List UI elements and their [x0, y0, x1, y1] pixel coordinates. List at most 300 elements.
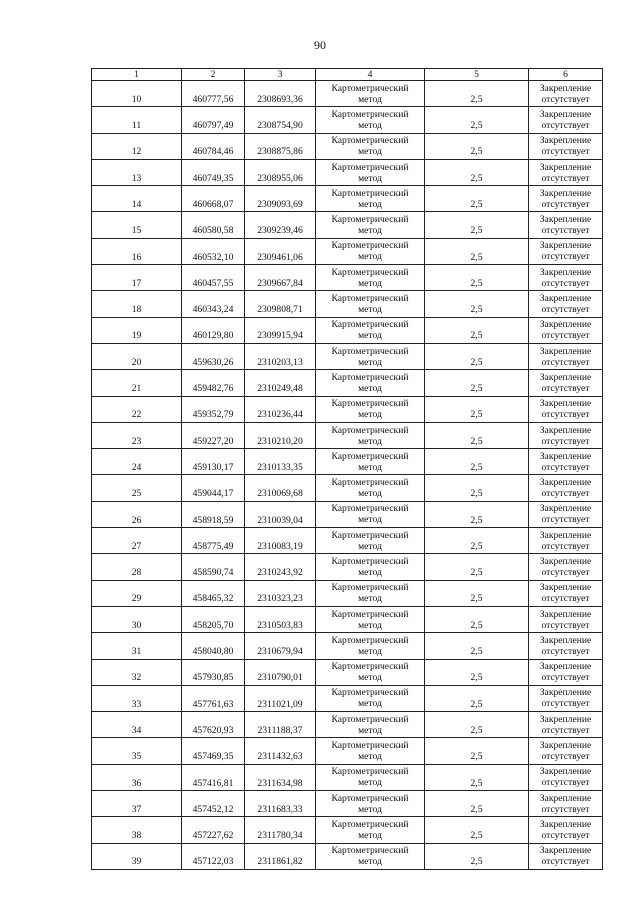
fixing-cell-line-2: отсутствует: [541, 566, 590, 578]
table-row: [92, 449, 603, 475]
accuracy-value: 2,5: [425, 186, 529, 212]
point-number: 37: [92, 791, 182, 817]
fixing-cell: [529, 317, 603, 343]
method-cell: [316, 343, 425, 369]
coordinate-y: 2310083,19: [245, 528, 316, 554]
fixing-cell: [529, 554, 603, 580]
table-row: [92, 501, 603, 527]
fixing-cell: [529, 291, 603, 317]
fixing-cell-line-2: отсутствует: [541, 304, 590, 316]
fixing-cell-line-1: Закрепление: [539, 845, 592, 857]
fixing-cell: [529, 81, 603, 107]
method-cell: [316, 764, 425, 790]
method-cell-line-1: Картометрический: [331, 687, 409, 699]
method-cell-line-1: Картометрический: [331, 82, 409, 94]
method-cell-line-1: Картометрический: [331, 424, 409, 436]
fixing-cell: [529, 659, 603, 685]
method-cell: [316, 212, 425, 238]
fixing-cell-line-2: отсутствует: [541, 461, 590, 473]
method-cell-line-1: Картометрический: [331, 161, 409, 173]
point-number: 21: [92, 370, 182, 396]
accuracy-value: 2,5: [425, 580, 529, 606]
coordinate-x: 460784,46: [182, 133, 245, 159]
table-row: [92, 580, 603, 606]
method-cell: [316, 422, 425, 448]
coordinate-x: 459044,17: [182, 475, 245, 501]
method-cell-line-1: Картометрический: [331, 135, 409, 147]
header-col-6: 6: [529, 69, 603, 81]
method-cell: [316, 186, 425, 212]
method-cell-line-2: метод: [358, 566, 382, 578]
accuracy-value: 2,5: [425, 606, 529, 632]
coordinate-y: 2308693,36: [245, 81, 316, 107]
coordinate-y: 2309808,71: [245, 291, 316, 317]
fixing-cell-line-2: отсутствует: [541, 198, 590, 210]
method-cell: [316, 712, 425, 738]
coordinate-x: 460343,24: [182, 291, 245, 317]
table-row: [92, 791, 603, 817]
fixing-cell: [529, 475, 603, 501]
table-row: [92, 396, 603, 422]
fixing-cell: [529, 633, 603, 659]
point-number: 17: [92, 265, 182, 291]
fixing-cell: [529, 212, 603, 238]
fixing-cell: [529, 606, 603, 632]
table-row: [92, 633, 603, 659]
coordinate-y: 2310210,20: [245, 422, 316, 448]
fixing-cell-line-1: Закрепление: [539, 240, 592, 252]
method-cell-line-2: метод: [358, 777, 382, 789]
method-cell: [316, 265, 425, 291]
point-number: 38: [92, 817, 182, 843]
table-header: [92, 69, 603, 81]
coordinate-x: 460777,56: [182, 81, 245, 107]
table-row: [92, 212, 603, 238]
accuracy-value: 2,5: [425, 107, 529, 133]
point-number: 31: [92, 633, 182, 659]
coordinate-x: 459130,17: [182, 449, 245, 475]
point-number: 29: [92, 580, 182, 606]
method-cell-line-1: Картометрический: [331, 450, 409, 462]
coordinate-x: 457930,85: [182, 659, 245, 685]
method-cell-line-2: метод: [358, 435, 382, 447]
fixing-cell-line-1: Закрепление: [539, 82, 592, 94]
method-cell-line-1: Картометрический: [331, 477, 409, 489]
point-number: 34: [92, 712, 182, 738]
point-number: 19: [92, 317, 182, 343]
method-cell-line-1: Картометрический: [331, 293, 409, 305]
accuracy-value: 2,5: [425, 685, 529, 711]
fixing-cell-line-1: Закрепление: [539, 503, 592, 515]
coordinate-x: 457761,63: [182, 685, 245, 711]
fixing-cell: [529, 843, 603, 869]
method-cell-line-1: Картометрический: [331, 792, 409, 804]
fixing-cell-line-1: Закрепление: [539, 345, 592, 357]
method-cell-line-2: метод: [358, 382, 382, 394]
accuracy-value: 2,5: [425, 554, 529, 580]
method-cell: [316, 685, 425, 711]
method-cell-line-1: Картометрический: [331, 187, 409, 199]
coordinate-y: 2311432,63: [245, 738, 316, 764]
method-cell: [316, 133, 425, 159]
fixing-cell-line-2: отсутствует: [541, 93, 590, 105]
coordinate-x: 458205,70: [182, 606, 245, 632]
coordinate-y: 2309461,06: [245, 238, 316, 264]
accuracy-value: 2,5: [425, 633, 529, 659]
coordinate-x: 458590,74: [182, 554, 245, 580]
coordinate-x: 457469,35: [182, 738, 245, 764]
fixing-cell: [529, 238, 603, 264]
table-row: [92, 843, 603, 869]
fixing-cell: [529, 712, 603, 738]
point-number: 36: [92, 764, 182, 790]
fixing-cell-line-1: Закрепление: [539, 266, 592, 278]
fixing-cell-line-2: отсутствует: [541, 119, 590, 131]
coordinate-x: 457620,93: [182, 712, 245, 738]
accuracy-value: 2,5: [425, 265, 529, 291]
header-col-5: 5: [425, 69, 529, 81]
coordinate-x: 460532,10: [182, 238, 245, 264]
method-cell-line-1: Картометрический: [331, 766, 409, 778]
fixing-cell-line-2: отсутствует: [541, 251, 590, 263]
coordinate-y: 2309093,69: [245, 186, 316, 212]
point-number: 25: [92, 475, 182, 501]
method-cell-line-1: Картометрический: [331, 398, 409, 410]
coordinate-x: 459630,26: [182, 343, 245, 369]
fixing-cell-line-1: Закрепление: [539, 608, 592, 620]
point-number: 39: [92, 843, 182, 869]
table-row: [92, 764, 603, 790]
coordinate-x: 460129,80: [182, 317, 245, 343]
fixing-cell: [529, 133, 603, 159]
fixing-cell: [529, 370, 603, 396]
header-col-2: 2: [182, 69, 245, 81]
method-cell-line-2: метод: [358, 856, 382, 868]
accuracy-value: 2,5: [425, 422, 529, 448]
fixing-cell-line-2: отсутствует: [541, 382, 590, 394]
accuracy-value: 2,5: [425, 133, 529, 159]
table-row: [92, 133, 603, 159]
fixing-cell-line-2: отсутствует: [541, 172, 590, 184]
fixing-cell: [529, 817, 603, 843]
method-cell-line-2: метод: [358, 409, 382, 421]
fixing-cell-line-2: отсутствует: [541, 277, 590, 289]
method-cell: [316, 475, 425, 501]
point-number: 12: [92, 133, 182, 159]
fixing-cell-line-2: отсутствует: [541, 803, 590, 815]
method-cell: [316, 659, 425, 685]
page-number: 90: [314, 38, 326, 52]
point-number: 26: [92, 501, 182, 527]
method-cell-line-1: Картометрический: [331, 634, 409, 646]
fixing-cell-line-1: Закрепление: [539, 713, 592, 725]
fixing-cell-line-1: Закрепление: [539, 555, 592, 567]
accuracy-value: 2,5: [425, 238, 529, 264]
fixing-cell-line-1: Закрепление: [539, 108, 592, 120]
method-cell-line-1: Картометрический: [331, 371, 409, 383]
coordinate-y: 2308754,90: [245, 107, 316, 133]
method-cell-line-1: Картометрический: [331, 108, 409, 120]
method-cell: [316, 291, 425, 317]
table-row: [92, 528, 603, 554]
table-row: [92, 422, 603, 448]
coordinate-y: 2311188,37: [245, 712, 316, 738]
fixing-cell-line-1: Закрепление: [539, 450, 592, 462]
point-number: 16: [92, 238, 182, 264]
point-number: 35: [92, 738, 182, 764]
fixing-cell-line-1: Закрепление: [539, 818, 592, 830]
method-cell: [316, 159, 425, 185]
accuracy-value: 2,5: [425, 764, 529, 790]
fixing-cell-line-2: отсутствует: [541, 672, 590, 684]
header-col-3: 3: [245, 69, 316, 81]
fixing-cell-line-1: Закрепление: [539, 687, 592, 699]
accuracy-value: 2,5: [425, 791, 529, 817]
fixing-cell-line-2: отсутствует: [541, 330, 590, 342]
accuracy-value: 2,5: [425, 81, 529, 107]
coordinate-x: 457122,03: [182, 843, 245, 869]
fixing-cell: [529, 107, 603, 133]
coordinate-x: 459352,79: [182, 396, 245, 422]
fixing-cell: [529, 265, 603, 291]
coordinate-x: 458040,80: [182, 633, 245, 659]
fixing-cell-line-1: Закрепление: [539, 740, 592, 752]
coordinate-y: 2309667,84: [245, 265, 316, 291]
method-cell-line-2: метод: [358, 330, 382, 342]
method-cell-line-2: метод: [358, 619, 382, 631]
fixing-cell-line-1: Закрепление: [539, 214, 592, 226]
fixing-cell-line-2: отсутствует: [541, 488, 590, 500]
method-cell-line-1: Картометрический: [331, 555, 409, 567]
accuracy-value: 2,5: [425, 449, 529, 475]
fixing-cell-line-1: Закрепление: [539, 371, 592, 383]
point-number: 28: [92, 554, 182, 580]
method-cell: [316, 107, 425, 133]
method-cell: [316, 633, 425, 659]
point-number: 15: [92, 212, 182, 238]
fixing-cell: [529, 580, 603, 606]
coordinate-x: 458465,32: [182, 580, 245, 606]
point-number: 27: [92, 528, 182, 554]
fixing-cell-line-2: отсутствует: [541, 514, 590, 526]
point-number: 30: [92, 606, 182, 632]
method-cell-line-2: метод: [358, 461, 382, 473]
header-col-4: 4: [316, 69, 425, 81]
method-cell-line-2: метод: [358, 119, 382, 131]
method-cell: [316, 501, 425, 527]
coordinate-x: 458775,49: [182, 528, 245, 554]
method-cell-line-2: метод: [358, 356, 382, 368]
fixing-cell-line-2: отсутствует: [541, 856, 590, 868]
accuracy-value: 2,5: [425, 343, 529, 369]
table-row: [92, 817, 603, 843]
fixing-cell-line-2: отсутствует: [541, 724, 590, 736]
method-cell-line-1: Картометрический: [331, 319, 409, 331]
point-number: 32: [92, 659, 182, 685]
coordinate-x: 460668,07: [182, 186, 245, 212]
fixing-cell-line-2: отсутствует: [541, 645, 590, 657]
table-row: [92, 712, 603, 738]
table-row: [92, 659, 603, 685]
coordinate-y: 2311780,34: [245, 817, 316, 843]
fixing-cell-line-2: отсутствует: [541, 751, 590, 763]
point-number: 18: [92, 291, 182, 317]
fixing-cell: [529, 738, 603, 764]
accuracy-value: 2,5: [425, 396, 529, 422]
coordinate-x: 460797,49: [182, 107, 245, 133]
coordinate-x: 457227,62: [182, 817, 245, 843]
method-cell-line-1: Картометрический: [331, 529, 409, 541]
method-cell-line-1: Картометрический: [331, 345, 409, 357]
coordinate-x: 460457,55: [182, 265, 245, 291]
header-row: [92, 69, 603, 81]
coordinate-y: 2310249,48: [245, 370, 316, 396]
method-cell-line-1: Картометрический: [331, 240, 409, 252]
method-cell-line-1: Картометрический: [331, 661, 409, 673]
fixing-cell-line-1: Закрепление: [539, 529, 592, 541]
accuracy-value: 2,5: [425, 528, 529, 554]
method-cell-line-1: Картометрический: [331, 713, 409, 725]
table-row: [92, 738, 603, 764]
method-cell: [316, 843, 425, 869]
fixing-cell-line-2: отсутствует: [541, 435, 590, 447]
fixing-cell-line-1: Закрепление: [539, 661, 592, 673]
coordinate-x: 459227,20: [182, 422, 245, 448]
coordinate-y: 2310203,13: [245, 343, 316, 369]
fixing-cell-line-2: отсутствует: [541, 619, 590, 631]
method-cell-line-2: метод: [358, 698, 382, 710]
table-row: [92, 291, 603, 317]
method-cell-line-1: Картометрический: [331, 845, 409, 857]
coordinate-y: 2311634,98: [245, 764, 316, 790]
accuracy-value: 2,5: [425, 843, 529, 869]
fixing-cell-line-1: Закрепление: [539, 766, 592, 778]
coordinate-y: 2310790,01: [245, 659, 316, 685]
table-row: [92, 554, 603, 580]
table-row: [92, 317, 603, 343]
method-cell: [316, 580, 425, 606]
fixing-cell-line-2: отсутствует: [541, 409, 590, 421]
fixing-cell: [529, 186, 603, 212]
method-cell-line-2: метод: [358, 488, 382, 500]
method-cell-line-1: Картометрический: [331, 503, 409, 515]
method-cell-line-2: метод: [358, 198, 382, 210]
coordinate-x: 460580,58: [182, 212, 245, 238]
table-row: [92, 370, 603, 396]
table-row: [92, 343, 603, 369]
table-row: [92, 81, 603, 107]
fixing-cell-line-2: отсутствует: [541, 225, 590, 237]
method-cell-line-1: Картометрический: [331, 608, 409, 620]
coordinate-x: 460749,35: [182, 159, 245, 185]
accuracy-value: 2,5: [425, 212, 529, 238]
point-number: 24: [92, 449, 182, 475]
fixing-cell-line-2: отсутствует: [541, 777, 590, 789]
coordinate-y: 2310243,92: [245, 554, 316, 580]
fixing-cell-line-1: Закрепление: [539, 634, 592, 646]
method-cell-line-2: метод: [358, 803, 382, 815]
fixing-cell-line-2: отсутствует: [541, 146, 590, 158]
accuracy-value: 2,5: [425, 475, 529, 501]
fixing-cell-line-1: Закрепление: [539, 582, 592, 594]
fixing-cell-line-1: Закрепление: [539, 792, 592, 804]
coordinate-x: 458918,59: [182, 501, 245, 527]
method-cell-line-1: Картометрический: [331, 582, 409, 594]
method-cell-line-2: метод: [358, 724, 382, 736]
accuracy-value: 2,5: [425, 291, 529, 317]
method-cell: [316, 817, 425, 843]
fixing-cell: [529, 343, 603, 369]
method-cell-line-2: метод: [358, 593, 382, 605]
method-cell: [316, 370, 425, 396]
method-cell-line-2: метод: [358, 672, 382, 684]
fixing-cell-line-1: Закрепление: [539, 477, 592, 489]
coordinate-y: 2309239,46: [245, 212, 316, 238]
fixing-cell-line-2: отсутствует: [541, 593, 590, 605]
coordinate-y: 2309915,94: [245, 317, 316, 343]
point-number: 20: [92, 343, 182, 369]
method-cell-line-1: Картометрический: [331, 214, 409, 226]
method-cell-line-1: Картометрический: [331, 818, 409, 830]
coordinate-y: 2310069,68: [245, 475, 316, 501]
fixing-cell: [529, 685, 603, 711]
method-cell: [316, 791, 425, 817]
fixing-cell: [529, 501, 603, 527]
coordinate-y: 2308955,06: [245, 159, 316, 185]
coordinate-x: 459482,76: [182, 370, 245, 396]
method-cell-line-2: метод: [358, 93, 382, 105]
fixing-cell-line-1: Закрепление: [539, 293, 592, 305]
coordinate-y: 2311683,33: [245, 791, 316, 817]
table-row: [92, 265, 603, 291]
method-cell-line-1: Картометрический: [331, 740, 409, 752]
coordinate-x: 457452,12: [182, 791, 245, 817]
fixing-cell-line-2: отсутствует: [541, 540, 590, 552]
point-number: 10: [92, 81, 182, 107]
method-cell: [316, 317, 425, 343]
accuracy-value: 2,5: [425, 159, 529, 185]
table-row: [92, 685, 603, 711]
method-cell-line-2: метод: [358, 514, 382, 526]
accuracy-value: 2,5: [425, 817, 529, 843]
method-cell: [316, 554, 425, 580]
fixing-cell: [529, 764, 603, 790]
table-body: [92, 81, 603, 870]
coordinate-y: 2310323,23: [245, 580, 316, 606]
table-row: [92, 238, 603, 264]
coordinate-y: 2310236,44: [245, 396, 316, 422]
coordinate-y: 2311861,82: [245, 843, 316, 869]
method-cell-line-2: метод: [358, 225, 382, 237]
table-row: [92, 606, 603, 632]
method-cell-line-1: Картометрический: [331, 266, 409, 278]
fixing-cell: [529, 396, 603, 422]
coordinate-y: 2310039,04: [245, 501, 316, 527]
coordinate-y: 2311021,09: [245, 685, 316, 711]
accuracy-value: 2,5: [425, 738, 529, 764]
fixing-cell: [529, 159, 603, 185]
point-number: 33: [92, 685, 182, 711]
coordinate-y: 2310503,83: [245, 606, 316, 632]
method-cell: [316, 81, 425, 107]
method-cell: [316, 738, 425, 764]
method-cell: [316, 606, 425, 632]
table-row: [92, 159, 603, 185]
accuracy-value: 2,5: [425, 712, 529, 738]
point-number: 14: [92, 186, 182, 212]
method-cell-line-2: метод: [358, 751, 382, 763]
fixing-cell-line-2: отсутствует: [541, 829, 590, 841]
